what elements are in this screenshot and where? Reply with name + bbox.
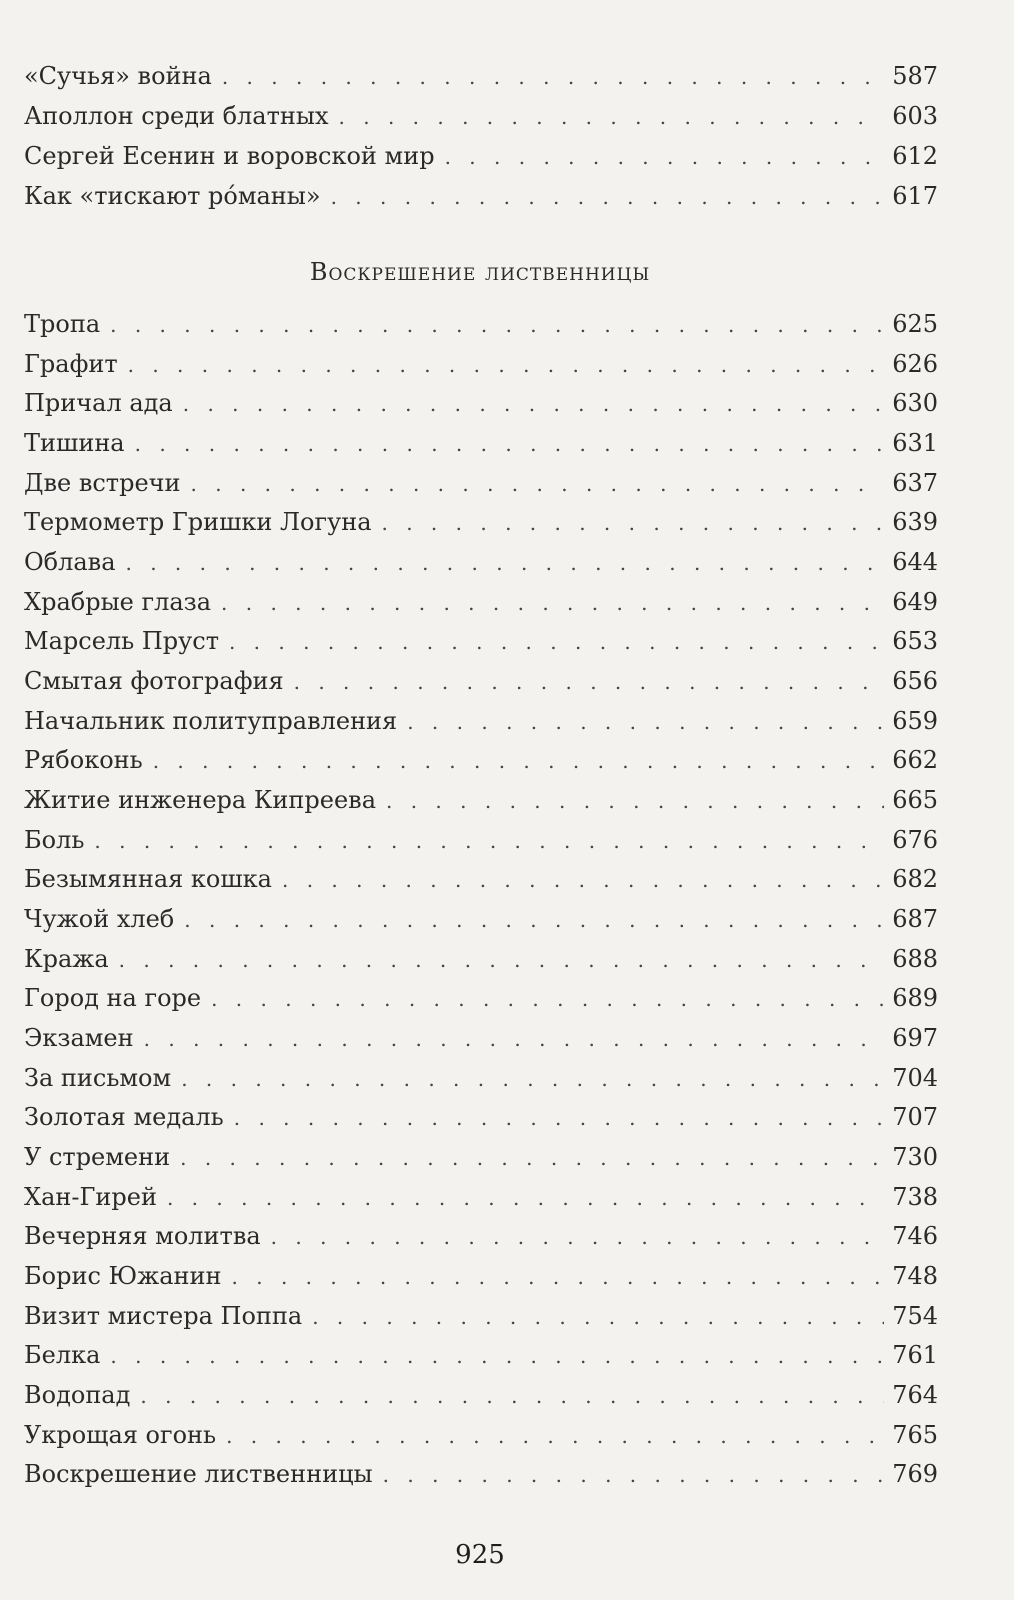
toc-entry-page: 631 xyxy=(892,429,938,457)
toc-entry xyxy=(24,96,938,136)
toc-entry xyxy=(24,1018,938,1058)
toc-entry-title: Борис Южанин xyxy=(24,1262,222,1290)
toc-entry-title: Экзамен xyxy=(24,1024,134,1052)
toc-dot-leader xyxy=(191,464,885,504)
toc-entry-title: Водопад xyxy=(24,1381,131,1409)
toc-entry-title: Две встречи xyxy=(24,469,181,497)
toc-entry-title: Золотая медаль xyxy=(24,1103,224,1131)
toc-entry-page: 665 xyxy=(892,786,938,814)
toc-entry-page: 746 xyxy=(892,1222,938,1250)
toc-entry xyxy=(24,1335,938,1375)
toc-dot-leader xyxy=(119,940,885,980)
toc-dot-leader xyxy=(94,821,884,861)
toc-entry xyxy=(24,1296,938,1336)
toc-entry xyxy=(24,582,938,622)
toc-entry-title: Облава xyxy=(24,548,116,576)
toc-entry-title: Рябоконь xyxy=(24,746,143,774)
toc-dot-leader xyxy=(282,860,884,900)
toc-entry-page: 662 xyxy=(892,746,938,774)
toc-entry-title: Смытая фотография xyxy=(24,667,284,695)
toc-dot-leader xyxy=(144,1019,885,1059)
toc-entry-page: 748 xyxy=(892,1262,938,1290)
toc-entry-page: 639 xyxy=(892,508,938,536)
toc-dot-leader xyxy=(110,1336,884,1376)
toc-entry-title: За письмом xyxy=(24,1064,172,1092)
toc-entry-title: Тропа xyxy=(24,310,101,338)
toc-dot-leader xyxy=(153,741,884,781)
toc-entry-title: Марсель Пруст xyxy=(24,627,219,655)
toc-entry-title: Чужой хлеб xyxy=(24,905,175,933)
toc-entry xyxy=(24,1177,938,1217)
toc-dot-leader xyxy=(211,979,884,1019)
toc-dot-leader xyxy=(407,702,884,742)
toc-entry-title: «Сучья» война xyxy=(24,62,212,90)
toc-entry-title: Графит xyxy=(24,350,118,378)
toc-dot-leader xyxy=(229,622,884,662)
toc-entry xyxy=(24,502,938,542)
toc-entry-title: Кража xyxy=(24,945,109,973)
toc-entry xyxy=(24,780,938,820)
toc-dot-leader xyxy=(140,1376,884,1416)
toc-dot-leader xyxy=(271,1217,885,1257)
toc-entry-page: 769 xyxy=(892,1460,938,1488)
toc-dot-leader xyxy=(226,1416,884,1456)
toc-dot-leader xyxy=(312,1297,884,1337)
section-heading: Воскрешение лиственницы xyxy=(309,258,651,286)
toc-entry-page: 707 xyxy=(892,1103,938,1131)
toc-entry-title: Безымянная кошка xyxy=(24,865,272,893)
toc-entry xyxy=(24,820,938,860)
toc-dot-leader xyxy=(232,1257,885,1297)
toc-dot-leader xyxy=(222,57,884,97)
toc-entry xyxy=(24,701,938,741)
toc-entry-title: Укрощая огонь xyxy=(24,1421,217,1449)
toc-entry xyxy=(24,859,938,899)
toc-entry xyxy=(24,899,938,939)
toc-entry xyxy=(24,621,938,661)
toc-entry xyxy=(24,978,938,1018)
toc-entry xyxy=(24,56,938,96)
toc-entry xyxy=(24,176,938,216)
toc-entry-title: Белка xyxy=(24,1341,101,1369)
toc-dot-leader xyxy=(234,1098,884,1138)
toc-entry-page: 587 xyxy=(892,62,938,90)
toc-entry-page: 738 xyxy=(892,1183,938,1211)
toc-entry-title: Воскрешение лиственницы xyxy=(24,1460,373,1488)
toc-entry-title: Вечерняя молитва xyxy=(24,1222,261,1250)
toc-entry-title: Начальник политуправления xyxy=(24,707,398,735)
toc-entry-title: Как «тискают рóманы» xyxy=(24,182,321,210)
toc-entry xyxy=(24,1216,938,1256)
toc-entry-page: 649 xyxy=(892,588,938,616)
toc-entry xyxy=(24,740,938,780)
toc-dot-leader xyxy=(126,543,885,583)
toc-entry xyxy=(24,1415,938,1455)
toc-dot-leader xyxy=(445,137,885,177)
toc-entry xyxy=(24,661,938,701)
toc-entry-page: 765 xyxy=(892,1421,938,1449)
toc-entry-title: Визит мистера Поппа xyxy=(24,1302,303,1330)
toc-dot-leader xyxy=(183,384,884,424)
toc-entry-page: 653 xyxy=(892,627,938,655)
toc-entry xyxy=(24,1137,938,1177)
toc-entry-title: Аполлон среди блатных xyxy=(24,102,329,130)
toc-entry-title: Боль xyxy=(24,826,85,854)
toc-dot-leader xyxy=(110,305,884,345)
toc-entry xyxy=(24,344,938,384)
toc-entry xyxy=(24,136,938,176)
toc-entry xyxy=(24,423,938,463)
toc-entry-title: Храбрые глаза xyxy=(24,588,212,616)
toc-entry-page: 625 xyxy=(892,310,938,338)
toc-entry-page: 676 xyxy=(892,826,938,854)
toc-entry xyxy=(24,1454,938,1494)
toc-entry-page: 626 xyxy=(892,350,938,378)
toc-dot-leader xyxy=(383,1455,885,1495)
toc-entry-title: Термометр Гришки Логуна xyxy=(24,508,372,536)
toc-dot-leader xyxy=(128,345,885,385)
toc-entry-page: 612 xyxy=(892,142,938,170)
toc-entry-page: 687 xyxy=(892,905,938,933)
toc-entry-page: 761 xyxy=(892,1341,938,1369)
toc-dot-leader xyxy=(331,177,885,217)
toc-dot-leader xyxy=(180,1138,884,1178)
toc-entry xyxy=(24,939,938,979)
toc-entry-page: 730 xyxy=(892,1143,938,1171)
toc-entry-page: 689 xyxy=(892,984,938,1012)
toc-dot-leader xyxy=(339,97,885,137)
toc-dot-leader xyxy=(184,900,884,940)
toc-entry-page: 697 xyxy=(892,1024,938,1052)
toc-entry xyxy=(24,1256,938,1296)
toc-entry-page: 617 xyxy=(892,182,938,210)
toc-entry xyxy=(24,1375,938,1415)
toc-entry-title: Житие инженера Кипреева xyxy=(24,786,376,814)
toc-dot-leader xyxy=(135,424,885,464)
toc-entry xyxy=(24,383,938,423)
toc-entry-page: 754 xyxy=(892,1302,938,1330)
toc-entry-page: 659 xyxy=(892,707,938,735)
toc-entry-title: Город на горе xyxy=(24,984,202,1012)
toc-entry-page: 656 xyxy=(892,667,938,695)
toc-entry-page: 603 xyxy=(892,102,938,130)
toc-entry-title: Причал ада xyxy=(24,389,173,417)
toc-entry xyxy=(24,542,938,582)
toc-entry-title: Хан-Гирей xyxy=(24,1183,157,1211)
toc-entry-title: Тишина xyxy=(24,429,125,457)
toc-entry-title: У стремени xyxy=(24,1143,171,1171)
toc-dot-leader xyxy=(221,583,884,623)
toc-entry-page: 630 xyxy=(892,389,938,417)
toc-entry-title: Сергей Есенин и воровской мир xyxy=(24,142,435,170)
toc-dot-leader xyxy=(294,662,885,702)
toc-entry-page: 704 xyxy=(892,1064,938,1092)
toc-entry xyxy=(24,1058,938,1098)
toc-dot-leader xyxy=(181,1059,884,1099)
toc-entry-page: 682 xyxy=(892,865,938,893)
toc-entry xyxy=(24,463,938,503)
toc-entry-page: 644 xyxy=(892,548,938,576)
page-number: 925 xyxy=(455,1540,505,1570)
toc-entry-page: 764 xyxy=(892,1381,938,1409)
toc-dot-leader xyxy=(167,1178,884,1218)
toc-entry-page: 688 xyxy=(892,945,938,973)
toc-dot-leader xyxy=(386,781,884,821)
toc-entry xyxy=(24,304,938,344)
toc-entry-page: 637 xyxy=(892,469,938,497)
toc-dot-leader xyxy=(382,503,885,543)
toc-entry xyxy=(24,1097,938,1137)
